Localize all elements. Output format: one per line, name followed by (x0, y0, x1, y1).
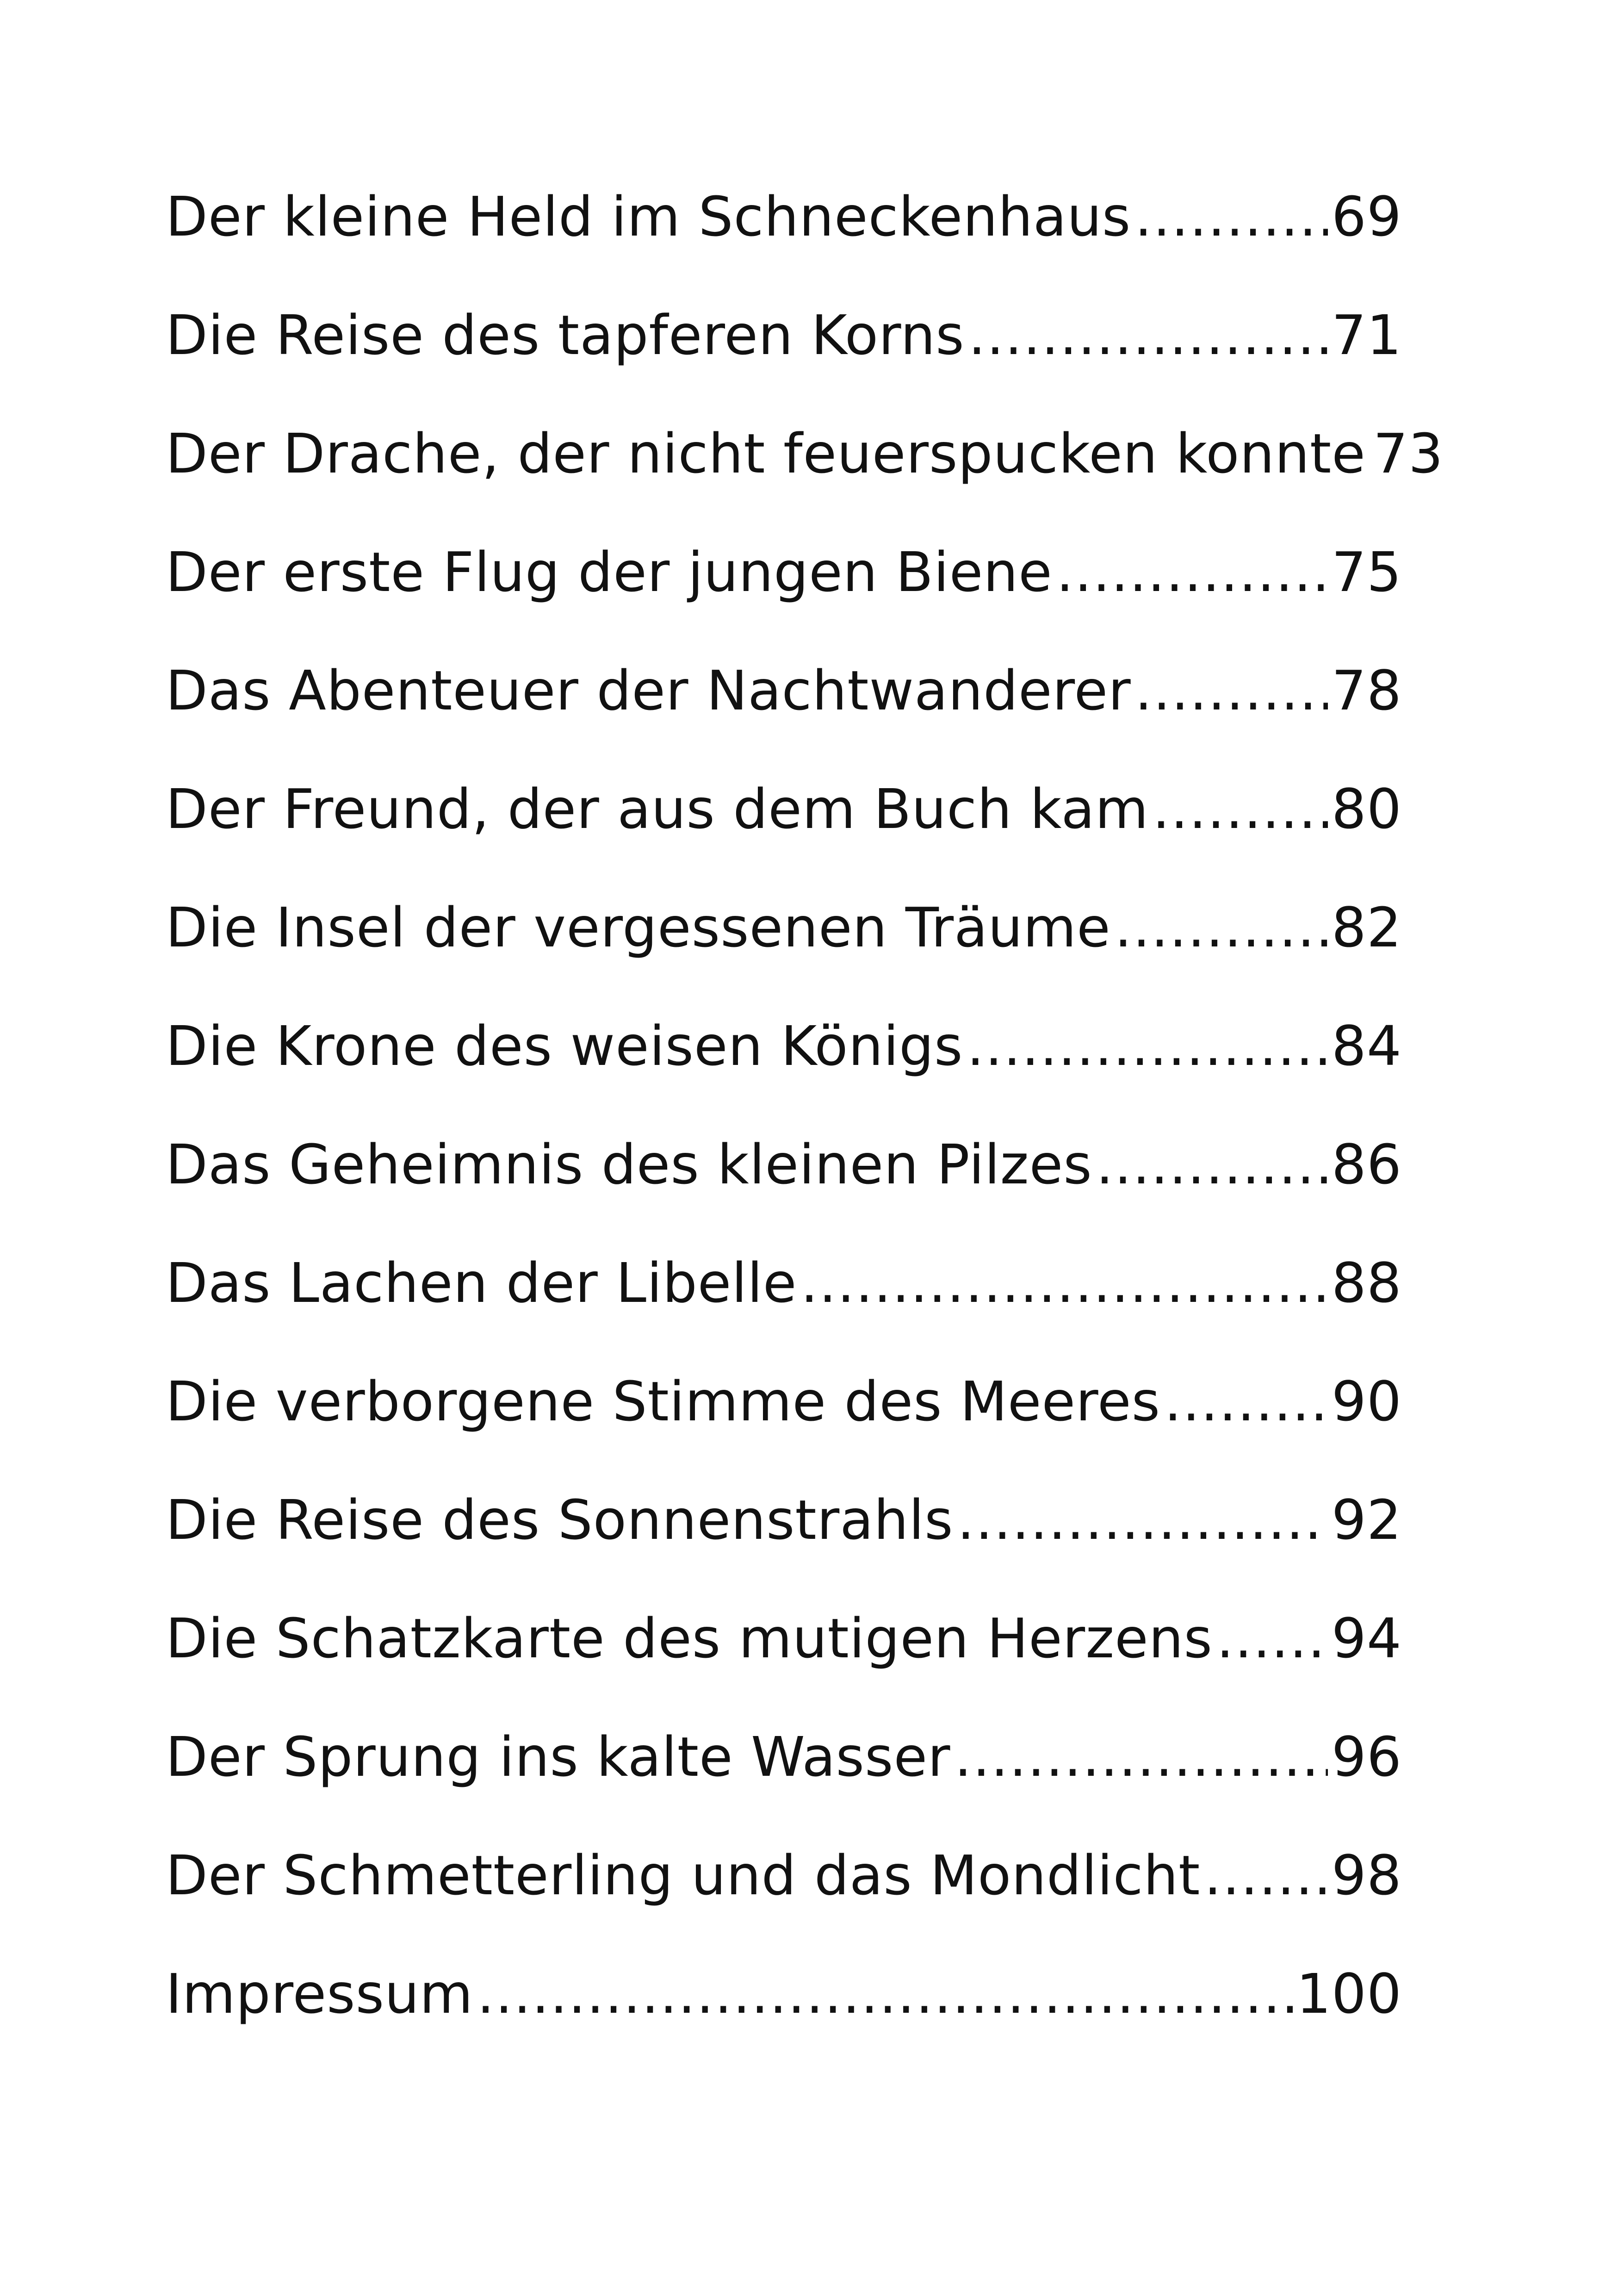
toc-entry-page-number: 100 (1296, 1962, 1402, 2026)
dot-leader (1164, 1342, 1328, 1461)
dot-leader (1056, 513, 1328, 631)
toc-entry-page-number: 75 (1331, 540, 1402, 604)
toc-entry (166, 276, 1402, 394)
toc-entry-title: Der Sprung ins kalte Wasser (166, 1725, 951, 1789)
toc-entry-title: Die Schatzkarte des mutigen Herzens (166, 1606, 1213, 1670)
toc-entry (166, 1461, 1402, 1579)
toc-entry (166, 631, 1402, 750)
toc-entry (166, 1105, 1402, 1224)
toc-entry-title: Die Insel der vergessenen Träume (166, 896, 1111, 959)
table-of-contents (166, 157, 1444, 2053)
toc-entry-page-number: 90 (1331, 1369, 1402, 1433)
dot-leader (1204, 1816, 1327, 1935)
toc-entry (166, 513, 1402, 631)
toc-entry (166, 1935, 1402, 2053)
toc-entry (166, 868, 1402, 987)
dot-leader (1135, 631, 1328, 750)
toc-entry-page-number: 94 (1331, 1606, 1402, 1670)
toc-entry-title: Die Reise des Sonnenstrahls (166, 1488, 954, 1552)
toc-entry-page-number: 71 (1331, 303, 1402, 367)
dot-leader (957, 1461, 1328, 1579)
dot-leader (1115, 868, 1328, 987)
dot-leader (955, 1698, 1328, 1816)
dot-leader (800, 1224, 1327, 1342)
dot-leader (967, 987, 1328, 1105)
dot-leader (1216, 1579, 1328, 1698)
toc-entry-title: Die verborgene Stimme des Meeres (166, 1369, 1161, 1433)
toc-entry (166, 1224, 1402, 1342)
toc-entry-page-number: 92 (1331, 1488, 1402, 1552)
toc-entry-title: Das Abenteuer der Nachtwanderer (166, 659, 1131, 722)
toc-entry (166, 1698, 1402, 1816)
toc-entry-title: Der kleine Held im Schneckenhaus (166, 185, 1131, 249)
toc-entry-page-number: 69 (1331, 185, 1402, 249)
toc-entry (166, 1816, 1402, 1935)
toc-entry-title: Der Freund, der aus dem Buch kam (166, 777, 1149, 841)
toc-entry-title: Die Reise des tapferen Korns (166, 303, 965, 367)
dot-leader (477, 1935, 1293, 2053)
toc-entry-page-number: 82 (1331, 896, 1402, 959)
toc-entry-page-number: 73 (1373, 422, 1444, 485)
toc-entry-title: Die Krone des weisen Königs (166, 1014, 963, 1078)
dot-leader (1153, 750, 1328, 868)
toc-entry-title: Das Geheimnis des kleinen Pilzes (166, 1132, 1092, 1196)
toc-entry (166, 1342, 1402, 1461)
toc-entry-title: Der Drache, der nicht feuerspucken konnte (166, 422, 1366, 485)
toc-entry-page-number: 86 (1331, 1132, 1402, 1196)
toc-entry (166, 394, 1444, 513)
dot-leader (1096, 1105, 1328, 1224)
toc-entry-page-number: 96 (1331, 1725, 1402, 1789)
dot-leader (1134, 157, 1328, 276)
toc-entry-page-number: 78 (1331, 659, 1402, 722)
toc-entry-page-number: 80 (1331, 777, 1402, 841)
dot-leader (968, 276, 1328, 394)
toc-entry (166, 157, 1402, 276)
toc-entry (166, 987, 1402, 1105)
toc-entry-page-number: 88 (1331, 1251, 1402, 1315)
toc-entry (166, 750, 1402, 868)
toc-entry-title: Der erste Flug der jungen Biene (166, 540, 1053, 604)
toc-entry-page-number: 84 (1331, 1014, 1402, 1078)
toc-entry (166, 1579, 1402, 1698)
toc-entry-title: Das Lachen der Libelle (166, 1251, 797, 1315)
toc-entry-title: Impressum (166, 1962, 473, 2026)
toc-entry-page-number: 98 (1331, 1843, 1402, 1907)
toc-entry-title: Der Schmetterling und das Mondlicht (166, 1843, 1201, 1907)
